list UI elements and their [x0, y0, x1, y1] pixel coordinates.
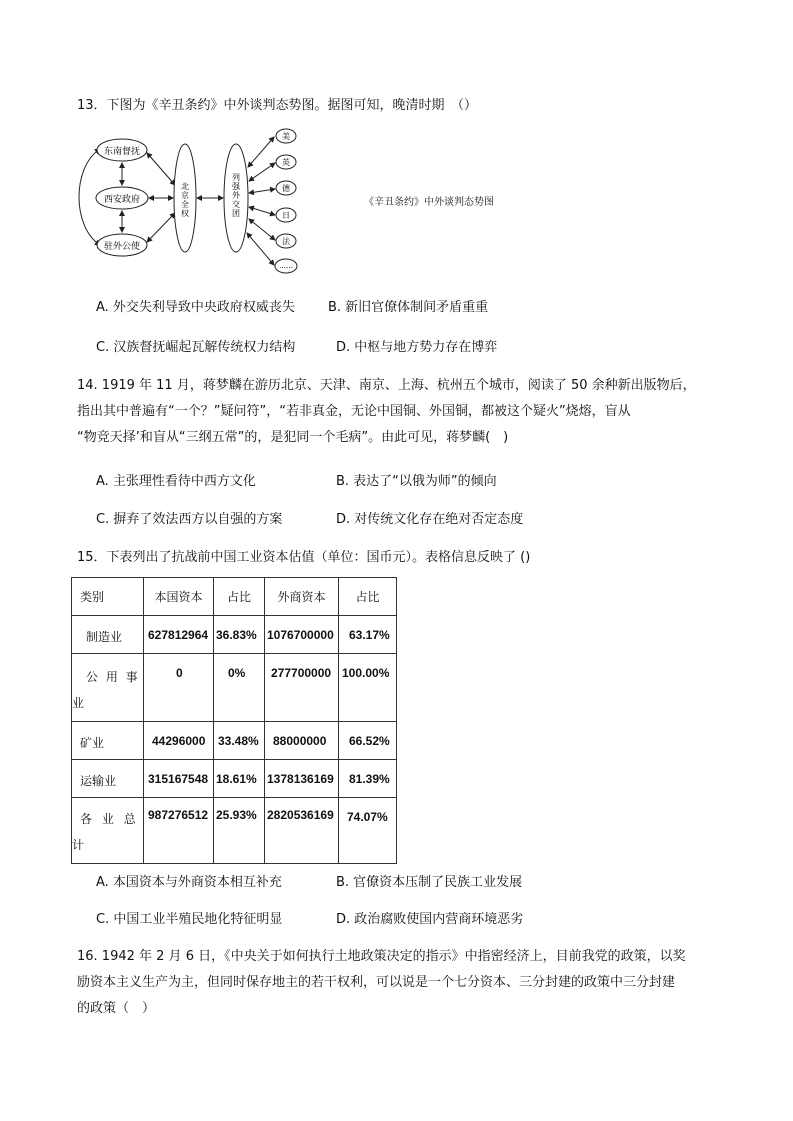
- cell-foreign-pct: 81.39%: [339, 760, 397, 798]
- q15-stem: 15．下表列出了抗战前中国工业资本估值（单位：国币元）。表格信息反映了 (): [77, 550, 531, 565]
- q14-stem-line2: 指出其中普遍有“一个？”疑问符”，“若非真金，无论中国铜、外国铜，都被这个疑火”烧熔，盲从: [77, 404, 631, 419]
- q14-option-d[interactable]: D. 对传统文化存在绝对否定态度: [336, 512, 524, 527]
- q13-option-b[interactable]: B. 新旧官僚体制间矛盾重重: [328, 300, 489, 315]
- q16-stem-line2: 励资本主义生产为主，但同时保存地主的若干权利，可以说是一个七分资本、三分封建的政策中三分封建: [77, 975, 676, 990]
- table-row: [72, 654, 397, 722]
- q14-option-b[interactable]: B. 表达了“以俄为师”的倾向: [336, 474, 497, 489]
- cell-foreign-pct: 74.07%: [339, 798, 397, 864]
- table-row: [72, 798, 397, 864]
- cell-category: [72, 798, 144, 864]
- header-domestic-pct: 占比: [214, 578, 265, 616]
- cell-domestic: 627812964: [144, 616, 214, 654]
- cell-foreign: 88000000: [265, 722, 339, 760]
- cell-category: 制造业: [72, 616, 144, 654]
- q15-option-b[interactable]: B. 官僚资本压制了民族工业发展: [336, 875, 523, 890]
- table-row: [72, 616, 397, 654]
- q13-option-a[interactable]: A. 外交失利导致中央政府权威丧失: [96, 300, 295, 315]
- diagram-caption: 《辛丑条约》中外谈判态势图: [364, 197, 494, 208]
- cell-domestic: 987276512: [144, 798, 214, 864]
- node-corps-label: 列强外交团: [232, 173, 240, 218]
- cell-domestic-pct: 36.83%: [214, 616, 265, 654]
- cell-domestic-pct: 33.48%: [214, 722, 265, 760]
- node-xian-label: 西安政府: [103, 195, 141, 205]
- q15-option-d[interactable]: D. 政治腐败使国内营商环境恶劣: [336, 912, 524, 927]
- cell-domestic-pct: 0%: [214, 654, 265, 722]
- q14-option-a[interactable]: A. 主张理性看待中西方文化: [96, 474, 256, 489]
- cell-category: 运输业: [72, 760, 144, 798]
- cell-foreign-pct: 100.00%: [339, 654, 397, 722]
- table-row: [72, 722, 397, 760]
- cell-foreign: 1378136169: [265, 760, 339, 798]
- cell-category-line2: 业: [72, 696, 85, 710]
- header-domestic: 本国资本: [144, 578, 214, 616]
- cell-foreign: 2820536169: [265, 798, 339, 864]
- node-usa-label: 美: [282, 132, 290, 141]
- q14-stem-line1: 14. 1919 年 11 月，蒋梦麟在游历北京、天津、南京、上海、杭州五个城市，阅读了 50 余种新出版物后，: [77, 378, 696, 393]
- cell-domestic: 315167548: [144, 760, 214, 798]
- cell-category-line1: 公 用 事: [86, 670, 140, 684]
- q13-stem: 13．下图为《辛丑条约》中外谈判态势图。据图可知，晚清时期 （）: [77, 98, 478, 113]
- node-france-label: 法: [282, 237, 290, 246]
- q16-stem-line1: 16. 1942 年 2 月 6 日，《中央关于如何执行土地政策决定的指示》中指密经济上，目前我党的政策，以奖: [77, 949, 686, 964]
- header-category: 类别: [72, 578, 144, 616]
- node-beijing-label: 北京全权: [181, 182, 189, 218]
- node-envoys-label: 驻外公使: [103, 242, 141, 252]
- q13-option-c[interactable]: C. 汉族督抚崛起瓦解传统权力结构: [96, 340, 296, 355]
- node-southeast-label: 东南督抚: [103, 147, 141, 157]
- cell-category-line2: 计: [72, 838, 85, 852]
- table-header-row: [72, 578, 397, 616]
- cell-foreign: 277700000: [265, 654, 339, 722]
- cell-category: [72, 654, 144, 722]
- cell-domestic-pct: 25.93%: [214, 798, 265, 864]
- cell-domestic: 0: [144, 654, 214, 722]
- cell-category-line1: 各 业 总: [80, 812, 139, 826]
- negotiation-diagram: [78, 127, 308, 277]
- q13-option-d[interactable]: D. 中枢与地方势力存在博弈: [336, 340, 498, 355]
- node-japan-label: 日: [282, 211, 290, 220]
- q14-option-c[interactable]: C. 摒弃了效法西方以自强的方案: [96, 512, 283, 527]
- header-foreign: 外商资本: [265, 578, 339, 616]
- cell-foreign-pct: 66.52%: [339, 722, 397, 760]
- cell-foreign-pct: 63.17%: [339, 616, 397, 654]
- node-uk-label: 英: [282, 158, 290, 167]
- industrial-capital-table: [71, 577, 397, 864]
- cell-domestic: 44296000: [144, 722, 214, 760]
- q14-stem-line3: “物竞天择’和盲从“三纲五常”的，是犯同一个毛病”。由此可见，蒋梦麟( ): [77, 430, 509, 445]
- q15-option-c[interactable]: C. 中国工业半殖民地化特征明显: [96, 912, 283, 927]
- cell-foreign: 1076700000: [265, 616, 339, 654]
- cell-domestic-pct: 18.61%: [214, 760, 265, 798]
- header-foreign-pct: 占比: [339, 578, 397, 616]
- node-others-label: ……: [279, 262, 293, 270]
- table-row: [72, 760, 397, 798]
- node-germany-label: 德: [282, 184, 290, 193]
- q15-option-a[interactable]: A. 本国资本与外商资本相互补充: [96, 875, 282, 890]
- q16-stem-line3: 的政策（ ）: [77, 1001, 156, 1016]
- cell-category: 矿业: [72, 722, 144, 760]
